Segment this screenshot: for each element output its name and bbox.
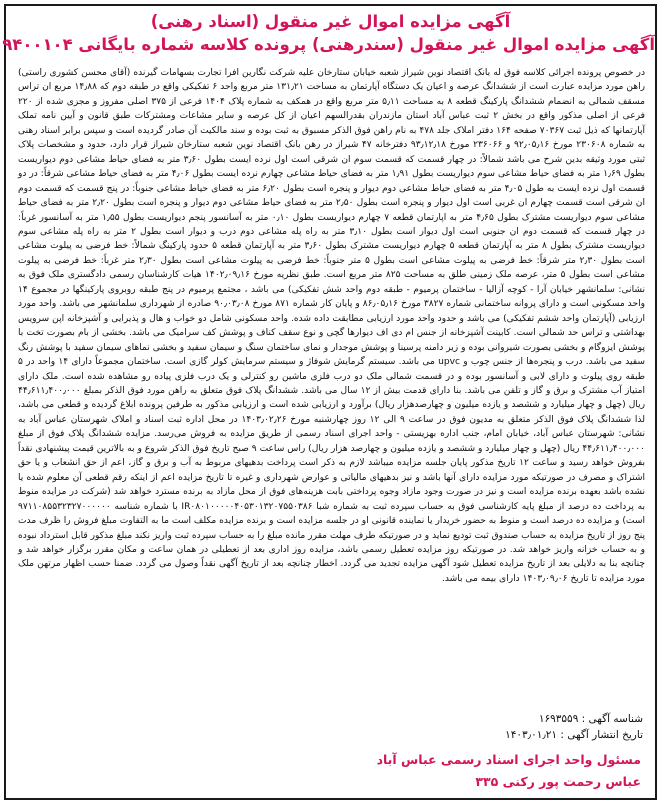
notice-id: شناسه آگهی : ۱۶۹۳۵۵۹ bbox=[538, 713, 643, 725]
signature-name: عباس رحمت پور رکنی ۳۳۵ bbox=[475, 774, 641, 789]
publish-date: تاریخ انتشار آگهی : ۱۴۰۳٫۰۱٫۲۱ bbox=[505, 729, 643, 741]
notice-subtitle: آگهی مزایده اموال غیر منقول (سندرهنی) پرونده کلاسه شماره بایگانی ۹۴۰۰۱۰۴ bbox=[2, 35, 655, 54]
notice-page bbox=[4, 4, 657, 800]
notice-title: آگهی مزایده اموال غیر منقول (اسناد رهنی) bbox=[150, 12, 511, 31]
notice-body: در خصوص پرونده اجرائی کلاسه فوق له بانک اقتصاد نوین شیراز شعبه خیابان ستارخان علیه شرکت نگارین افرا تجارت بسهامات گیرنده (آقای محسن کشوری راستی) راهن مورد مزایده عبارت است از ششدانگ عرصه و اعیان یک دستگاه آپارتمان به مساحت ۱۳۱٫۲۱ متر مربع واحد ۶ تفکیکی واقع در طبقه دوم که ۱۴٫۸۸ مربع ان تراس مسقف شمالی به انضمام ششدانگ پارکینگ قطعه ۸ به مساحت ۵٫۱۱ متر مربع واقع در همکف به شماره پلاک ۱۴۰۴ فرعی از ۳۷۵ اصلی مفروز و مجزی شده از ۲۲۰ فرعی از اصلی مذکور واقع در بخش ۲ ثبت عباس آباد استان مازندران بقدرالسهم اعیان از کل عرصه و سایر مشاعات ومشترکات طبق قانون و آیین نامه تملک آپارتمانها که ذیل ثبت ۷۰۳۶۷ صفحه ۱۶۴ دفتر املاک جلد ۴۷۸ به نام راهن فوق الذکر مسبوق به ثبت بوده و سند مالکیت آن صادر گردیده است و سپس برابر اسناد رهنی به شماره ۲۳۰۶۰۸ مورخ ۹۲٫۰۵٫۱۶ و ۲۳۶۰۶۶ مورخ ۹۳٫۱۲٫۱۸ دفترخانه ۴۷ شیراز در رهن بانک اقتصاد نوین شعبه ستارخان شیراز قرار دارد، حدود و مشخصات پلاک ثبتی مورد وثیقه بدین شرح می باشد شمالاً: در چهار قسمت که قسمت سوم ان شرقی است اول نرده ایست بطول ۳٫۶۰ متر به فضای حیاط مشاعی دوم دیواریست بطول ۱٫۶۹ متر به فضای حیاط مشاعی سوم دیواریست بطول ۱٫۹۱ متر به فضای حیاط مشاعی چهارم نرده ایست بطول ۴٫۰۶ متر به فضای حیاط مشاعی شرقاً: در دو قسمت اول نرده ایست به طول ۴٫۰۵ متر به فضای حیاط مشاعی دوم دیوار و پنجره است بطول ۶٫۲۰ متر به فضای حیاط مشاعی جنوباً: در پنج قسمت که قسمت دوم ان شرقی است قسمت چهارم ان غربی است اول دیوار و پنجره است بطول ۲٫۵۰ متر به فضای حیاط مشاعی دوم دیوار و پنجره است بطول ۲٫۲۰ متر به فضای حیاط مشاعی سوم دیواریست مشترک بطول ۴٫۶۵ متر به اپارتمان قطعه ۷ چهارم دیواریست بطول ۰٫۱۰ متر به آسانسور پنجم دیواریست بطول ۱٫۵۵ متر به آسانسور غرباً: در چهار قسمت که قسمت دوم ان جنوبی است اول دیوار است بطول ۳٫۱۰ متر به راه پله مشاعی دوم درب و دیوار است بطول ۲ متر به راه پله مشاعی سوم دیواریست مشترک بطول ۸ متر به آپارتمان قطعه ۵ چهارم دیواریست مشترک بطول ۳٫۶۰ متر به آپارتمان قطعه ۵ حدود پارکینگ شمالاً: خط فرضی به پیلوت مشاعی است بطول ۲٫۳۰ متر شرقاً: خط فرضی به پیلوت مشاعی است بطول ۵ متر جنوباً: خط فرضی به پیلوت مشاعی است بطول ۲٫۳۰ متر غرباً: خط فرضی به پیلوت مشاعی است بطول ۵ متر، عرصه ملک زمینی طلق به مساحت ۸۲۵ متر مربع است. طبق نظریه مورخ ۱۴۰۲٫۰۹٫۱۶ هیات کارشناسان رسمی دادگستری ملک فوق به نشانی: سلمانشهر خیابان آرا - کوچه آزالیا - ساختمان پرمیوم - طبقه دوم واحد شش تفکیکی) می باشد ، مجتمع پرمیوم در پنج طبقه روبروی پارکینگها در مجموع ۱۴ واحد مسکونی است و دارای پروانه ساختمانی شماره ۳۸۲۷ مورخ ۸۶٫۰۵٫۱۶ و پایان کار شماره ۸۷۱ مورخ ۹۰٫۰۳٫۰۸ صادره از شهرداری سلمانشهر می باشد. واحد مورد ارزیابی (آپارتمان واحد ششم تفکیکی) می باشد و حدود واحد مورد ارزیابی مطابقت داده شده. واحد مسکونی شامل دو خواب و هال و پذیرایی و آشپزخانه اپن سرویس بهداشتی و تراس حد شمالی است. کابینت آشپزخانه از جنس ام دی اف دیوارها گچی و نوع سقف کناف و پوشش کف سرامیک می باشد. بخشی از بام بصورت تخت با پوشش ایزوگام و بخشی بصورت شیروانی بوده و زیر دامنه پرسینا و پوشش موجدار و نمای ساختمان سنگ و سیمان سفید و بخشی نماهای سیمان سفید با پوشش رنگ سفید می باشد. درب و پنجره‌ها از جنس چوب و upvc می باشد. سیستم گرمایش شوفاژ و سیستم سرمایش کولر گازی است. ساختمان مجموعاً دارای ۱۴ واحد در ۵ طبقه روی پیلوت و دارای لابی و آسانسور بوده و در قسمت شمالی ملک دو درب فلزی ماشین رو کنترلی و یک درب فلزی پیاده رو مشاهده شده است. ملک دارای امتیاز آب مشترک و برق و گاز و تلفن می باشد. بنا دارای قدمت بیش از ۱۲ سال می باشد. ششدانگ پلاک فوق متعلق به راهن مورد فوق الذکر بمبلغ ۴۴٫۶۱۱٫۴۰۰٫۰۰۰ ریال (چهل و چهار میلیارد و ششصد و یازده میلیون و چهارصدهزار ریال) برآورد و ارزیابی شده است و ارزیابی مذکور به طرفین پرونده ابلاغ گردیده و قطعی می باشد، لذا ششدانگ پلاک فوق الذکر متعلق به مدیون فوق در ساعت ۹ الی ۱۲ روز چهارشنبه مورخ ۱۴۰۳٫۰۲٫۲۶ در محل اداره ثبت اسناد و املاک شهرستان عباس آباد به نشانی: شهرستان عباس آباد، خیابان امام، جنب اداره بهزیستی - واحد اجرای اسناد رسمی از طریق مزایده به فروش می‌رسد. مزایده ششدانگ پلاک فوق از مبلغ ۴۴٫۶۱۱٫۴۰۰٫۰۰۰ ریال (چهل و چهار میلیارد و ششصد و یازده میلیون و چهارصد هزار ریال) راس ساعت ۹ صبح تاریخ فوق الذکر شروع و به بالاترین قیمت پیشنهادی نقداً بفروش خواهد رسید و ساعت ۱۲ تاریخ مذکور پایان جلسه مزایده میباشد لازم به ذکر است پرداخت بدهیهای مربوط به آب و برق و گاز، اعم از حق انشعاب و یا حق اشتراک و مصرف در صورتیکه مورد مزایده دارای آنها باشد و نیز بدهیهای مالیاتی و عوارض شهرداری و غیره تا تاریخ مزایده اعم از اینکه رقم قطعی آن معلوم شده یا نشده باشد بعهده برنده مزایده است و نیز در صورت وجود مازاد وجوه پرداختی بابت هزینه‌های فوق از محل مازاد به برنده مسترد خواهد شد (شرکت در مزایده منوط به پرداخت ده درصد از مبلغ پایه کارشناسی فوق به حساب سپرده ثبت به شماره شبا IR۰۸۰۱۰۰۰۰۰۴۰۵۳۰۱۳۲۰۷۵۵۰۳۸۶ با شماره شناسه ۹۷۱۱۰۸۵۵۳۲۳۲۷۰۰۰۰۰۰ است) و مزایده ده درصد است و منوط به حضور خریدار یا نماینده قانونی او در جلسه مزایده است و برنده مزایده مکلف است ما به التفاوت مبلغ فروش را ظرف مدت پنج روز از تاریخ مزایده به حساب صندوق ثبت تودیع نماید و در صورتیکه طرف مهلت مقرر مانده مبلغ را به حساب سپرده ثبت واریز نکند مبلغ مذکور قابل استرداد نبوده و به حساب خزانه واریز خواهد شد. در صورتیکه روز مزایده تعطیل رسمی باشد، مزایده روز اداری بعد از تعطیلی در همان ساعت و مکان مقرر برگزار خواهد شد و چنانچه بنا به دلایلی بعد از تاریخ مزایده تعطیل شود آگهی مزایده تجدید می گردد. اخطار چنانچه بعد از تاریخ آگهی نقداً وصول می گردد. ضمنا حسب اظهار مرتهن ملک مورد مزایده تا تاریخ ۱۴۰۳٫۰۹٫۰۶ دارای بیمه می باشد. bbox=[18, 68, 646, 584]
signature-unit: مسئول واحد اجرای اسناد رسمی عباس آباد bbox=[376, 752, 641, 767]
